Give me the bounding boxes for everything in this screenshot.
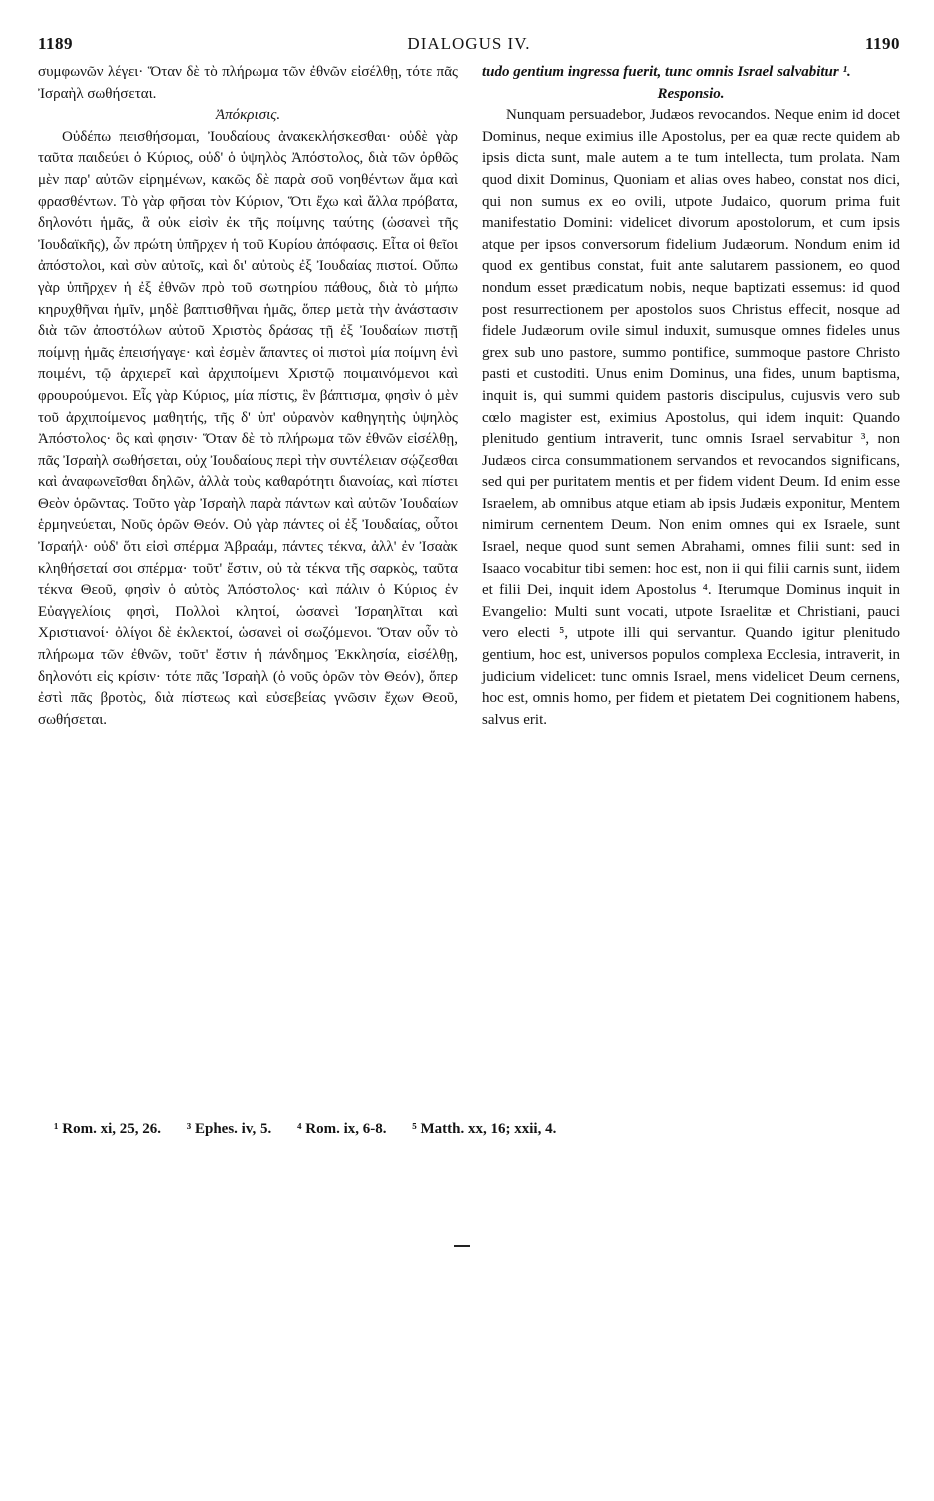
left-column-number: 1189 xyxy=(38,34,74,53)
greek-heading: Ἀπόκρισις. xyxy=(215,107,281,124)
footnote-3: ³ Ephes. iv, 5. xyxy=(186,1121,272,1137)
right-column-number: 1190 xyxy=(864,34,900,53)
running-title: DIALOGUS IV. xyxy=(407,34,531,53)
latin-intro: tudo gentium ingressa fuerit, tunc omnis Israel salvabitur ¹. xyxy=(482,64,851,80)
greek-body: Οὐδέπω πεισθήσομαι, Ἰουδαίους ἀνακεκλήσκεσθαι· οὐδὲ γὰρ ταῦτα παιδεύει ὁ Κύριος, οὐδ' ὁ ὑψηλὸς Ἀπόστολος, διὰ τῶν ὀρθῶς μὲν παρ' αὐτῶν εἰρημένων, κακῶς δὲ παρὰ σοῦ νοηθέντων ἅμα καὶ φρασθέντων. Τὸ γὰρ φῆσαι τὸν Κύριον, Ὅτι ἔχω καὶ ἄλλα πρόβατα, δηλονότι ἡμᾶς, ἃ οὐκ εἰσὶν ἐκ τῆς ποίμνης ταύτης (ὡσανεὶ τῆς Ἰουδαϊκῆς), ὧν πρώτη ὑπῆρχεν ἡ τοῦ Κυρίου ἀπόφασις. Εἶτα οἱ θεῖοι ἀπόστολοι, καὶ σὺν αὐτοῖς, καὶ δι' αὐτοὺς ἐξ Ἰουδαίας πιστοί. Οὔπω γὰρ ὑπῆρχεν ἡ ἐξ ἐθνῶν πρὸ τοῦ σωτηρίου πάθους, διὰ τὸ μήπω κηρυχθῆναι ἡμῖν, μηδὲ βαπτισθῆναι ἡμᾶς, ὅπερ μετὰ τὴν ἀνάστασιν διὰ τῶν ἀποστόλων αὐτοῦ Χριστὸς δράσας τῇ ἐξ Ἰουδαίων πιστῇ ποίμνῃ ἡμᾶς ἐπεισήγαγε· καὶ ἐσμὲν ἅπαντες οἱ πιστοὶ μία ποίμνη ἑνὶ ποιμένι, τῷ ἀρχιερεῖ καὶ ἀρχιποίμενι Χριστῷ ποιμαινόμενοι καὶ φρουρούμενοι. Εἷς γὰρ Κύριος, μία πίστις, ἓν βάπτισμα, φησὶν ὁ μὲν τοῦ ἀρχιποίμενος μαθητής, τῆς δ' ὑπ' οὐρανὸν καθηγητὴς ὑψηλὸς Ἀπόστολος· ὃς καὶ φησιν· Ὅταν δὲ τὸ πλήρωμα τῶν ἐθνῶν εἰσέλθῃ, πᾶς Ἰσραὴλ σωθήσεται, οὐχ Ἰουδαίους περὶ τὴν συντέλειαν σῴζεσθαι καὶ ἀναφωνεῖσθαι δηλῶν, ἀλλὰ τοὺς καθαρότητι διανοίας, καὶ πίστει Θεὸν ὁρῶντας. Τοῦτο γὰρ Ἰσραὴλ παρὰ πάντων καὶ αὐτῶν Ἰουδαίων ἑρμηνεύεται, Νοῦς ὁρῶν Θεόν. Οὐ γὰρ πάντες οἱ ἐξ Ἰουδαίας, οὗτοι Ἰσραήλ· οὐδ' ὅτι εἰσὶ σπέρμα Ἀβραάμ, πάντες τέκνα, ἀλλ' ἐν Ἰσαὰκ κληθήσεταί σοι σπέρμα· τοῦτ' ἔστιν, οὐ τὰ τέκνα τῆς σαρκὸς, ταῦτα τέκνα Θεοῦ, φησὶν ὁ αὐτὸς Ἀπόστολος· καὶ πάλιν ὁ Κύριος ἐν Εὐαγγελίοις φησὶ, Πολλοὶ κλητοί, ὡσανεὶ Ἰσραηλῖται καὶ Χριστιανοί· ὀλίγοι δὲ ἐκλεκτοί, ὡσανεὶ οἱ σωζόμενοι. Ὅταν οὖν τὸ πλήρωμα τῶν ἐθνῶν, τοῦτ' ἔστιν ἡ πάνδημος Ἐκκλησία, εἰσέλθῃ, δηλονότι εἰς κρίσιν· τότε πᾶς Ἰσραὴλ (ὁ νοῦς ὁρῶν τὸν Θεόν), ὅπερ ἐστὶ πᾶς βροτὸς, διὰ πίστεως καὶ εὐσεβείας γνῶσιν ἔχων Θεοῦ, σωθήσεται. xyxy=(38,128,458,728)
latin-column xyxy=(482,62,900,731)
footnotes xyxy=(54,1121,894,1138)
latin-body: Nunquam persuadebor, Judæos revocandos. Neque enim id docet Dominus, neque eximius ille Apostolus, per ea quæ recte quidem ab ipsis dicta sunt, male autem a te tum intellecta, tum prolata. Nam quod dixit Dominus, Quoniam et alias oves habeo, constat nos dici, qui non sumus ex eo ovili, utpote Judaico, quorum prima fuit manifestatio Domini: videlicet divorum apostolorum, et cum ipsis atque per ipsos conversorum fidelium Judæorum. Nondum enim id quod ex gentibus constat, fuit ante salutarem passionem, eo quod nondum esset prædicatum nobis, neque baptizati essemus: id quod post resurrectionem per apostolos suos Christus effecit, nosque ad fidele Judæorum ovile simul induxit, sumusque omnes fideles unus grex sub uno pastore, summo pontifice, summoque pastore Christo pasti et custoditi. Unus enim Dominus, una fides, unum baptisma, inquit is, qui summi quidem pastoris discipulus, cujusvis vero sub cœlo magister est, eximius Apostolus, qui idem inquit: Quando plenitudo gentium intraverit, tunc omnis Israel servabitur ³, non Judæos circa consummationem servandos et revocandos significans, sed qui per puritatem mentis et per fidem vident Deum. Id enim esse Israelem, ab omnibus atque etiam ab ipsis Judæis exponitur, Mentem nimirum cernentem Deum. Non enim omnes qui ex Israele, sunt Israel, neque quod sunt semen Abrahami, omnes filii sunt: sed in Isaaco vocabitur tibi semen: hoc est, non ii qui filii carnis sunt, iidem et filii Dei, inquit idem Apostolus ⁴. Iterumque Dominus inquit in Evangelio: Multi sunt vocati, utpote Israelitæ et Christiani, pauci vero electi ⁵, utpote illi qui servantur. Quando igitur plenitudo gentium, hoc est, universos populos complexa Ecclesia, intraverit, in judicium videlicet: tunc omnis Israel, mens videlicet Deum cernens, hoc est, omnis homo, per fidem et pietatem Dei cognitionem habens, salvus erit. xyxy=(482,107,900,728)
running-header xyxy=(38,34,900,58)
footnote-1: ¹ Rom. xi, 25, 26. xyxy=(54,1121,161,1137)
footnote-4: ⁴ Rom. ix, 6-8. xyxy=(297,1121,387,1137)
footnote-5: ⁵ Matth. xx, 16; xxii, 4. xyxy=(412,1121,557,1137)
greek-column xyxy=(38,62,458,731)
page-end-rule xyxy=(454,1245,470,1247)
greek-intro: συμφωνῶν λέγει· Ὅταν δὲ τὸ πλήρωμα τῶν ἐθνῶν εἰσέλθῃ, τότε πᾶς Ἰσραὴλ σωθήσεται. xyxy=(38,64,458,102)
latin-heading: Responsio. xyxy=(657,85,725,102)
